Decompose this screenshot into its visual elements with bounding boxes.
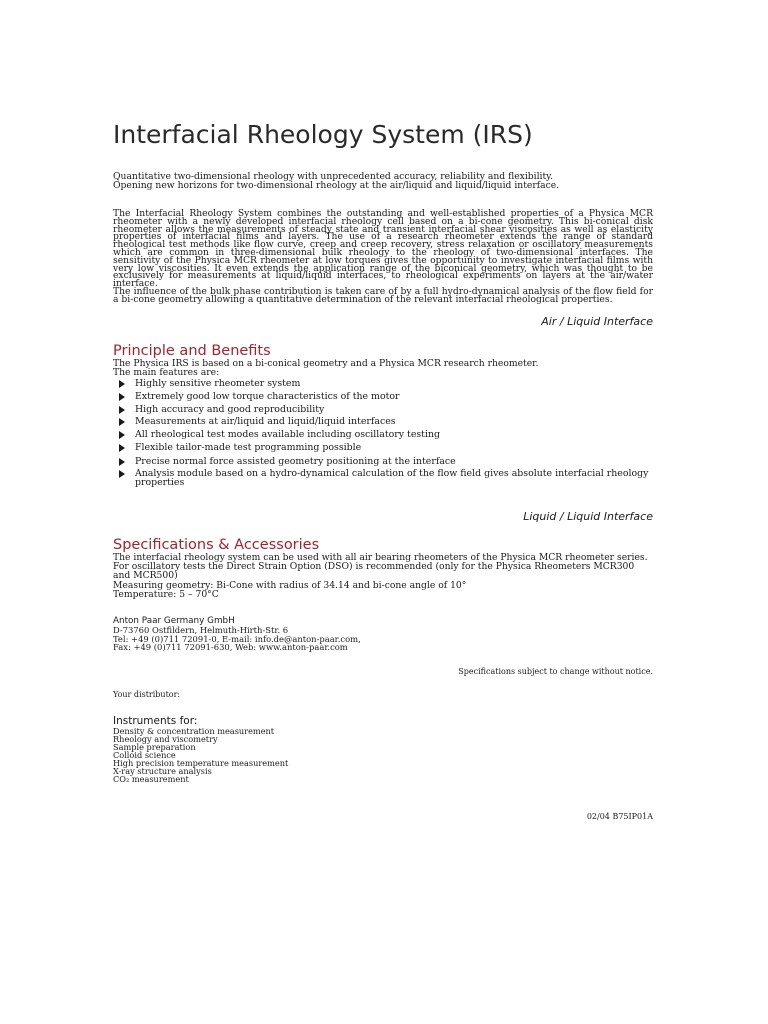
instrument-item: High precision temperature measurement <box>113 758 289 768</box>
instrument-item: X-ray structure analysis <box>113 766 212 776</box>
company-address <box>113 617 513 652</box>
instrument-item: Rheology and viscometry <box>113 734 218 744</box>
spec-line: The interfacial rheology system can be used with all air bearing rheometers of the Physica MCR rheometer series. <box>113 552 648 563</box>
feature-item <box>113 405 653 415</box>
address-street: D-73760 Ostfildern, Helmuth-Hirth-Str. 6 <box>113 624 289 635</box>
instrument-item: CO₂ measurement <box>113 774 189 784</box>
feature-item <box>113 443 653 453</box>
triangle-bullet-icon <box>119 458 125 466</box>
feature-text: Measurements at air/liquid and liquid/liquid interfaces <box>135 416 396 428</box>
principle-heading: Principle and Benefits <box>113 343 271 359</box>
intro-line: Opening new horizons for two-dimensional rheology at the air/liquid and liquid/liquid interface. <box>113 180 560 192</box>
feature-text: Precise normal force assisted geometry positioning at the interface <box>135 455 456 467</box>
distributor-label: Your distributor: <box>113 690 181 699</box>
company-name: Anton Paar Germany GmbH <box>113 616 235 626</box>
description-text <box>113 210 653 304</box>
instrument-item: Density & concentration measurement <box>113 726 275 736</box>
triangle-bullet-icon <box>119 418 125 426</box>
triangle-bullet-icon <box>119 444 125 452</box>
feature-item <box>113 430 653 440</box>
feature-text: Highly sensitive rheometer system <box>135 378 301 389</box>
feature-text: Analysis module based on a hydro-dynamical calculation of the flow field gives absolute interfacial rheology properties <box>135 468 649 489</box>
feature-text: Flexible tailor-made test programming possible <box>135 441 362 453</box>
feature-item <box>113 379 653 389</box>
intro-text <box>113 172 653 191</box>
caption-air-liquid: Air / Liquid Interface <box>541 315 653 328</box>
feature-item <box>113 469 653 487</box>
specifications-heading: Specifications & Accessories <box>113 537 320 553</box>
spec-line: Measuring geometry: Bi-Cone with radius of 34.14 and bi-cone angle of 10° <box>113 579 467 591</box>
feature-text: High accuracy and good reproducibility <box>135 403 325 415</box>
spec-line: For oscillatory tests the Direct Strain Option (DSO) is recommended (only for the Physica Rheometers MCR300 and MCR500) <box>113 561 635 582</box>
body-paragraph: The Interfacial Rheology System combines the outstanding and well-established properties of a Physica MCR rheometer with a newly developed interfacial rheology cell based on a bi-cone geometry. This bi-conical disk rheometer allows the measurements of steady state and transient interfacial shear viscosities as well as elasticity properties of interfacial films and layers. The use of a research rheometer extends the range of standard rheological test methods like flow curve, creep and creep recovery, stress relaxation or oscillatory measurements which are common in three-dimensional bulk rheology to the rheology of two-dimensional interfaces. The sensitivity of the Physica MCR rheometer at low torques gives the opportunity to investigate interfacial films with very low viscosities. It even extends the application range of the biconical geometry, which was thought to be exclusively for measurements at liquid/liquid interfaces, to rheological experiments on layers at the air/water interface. <box>113 208 653 290</box>
triangle-bullet-icon <box>119 431 125 439</box>
document-page <box>113 0 653 1024</box>
principle-intro-line: The main features are: <box>113 367 220 379</box>
feature-item <box>113 392 653 402</box>
instruments-list <box>113 716 313 783</box>
page-title: Interfacial Rheology System (IRS) <box>113 120 533 149</box>
specifications-text <box>113 553 653 599</box>
triangle-bullet-icon <box>119 406 125 414</box>
body-paragraph: The influence of the bulk phase contribution is taken care of by a full hydro-dynamical analysis of the flow field for a bi-cone geometry allowing a quantitative determination of the relevant interfacial rheological properties. <box>113 285 653 305</box>
address-phone: Tel: +49 (0)711 72091-0, E-mail: info.de@anton-paar.com, <box>113 633 361 644</box>
principle-intro-line: The Physica IRS is based on a bi-conical geometry and a Physica MCR research rheometer. <box>113 358 539 369</box>
instrument-item: Colloid science <box>113 750 176 760</box>
spec-line: Temperature: 5 – 70°C <box>113 588 219 600</box>
feature-item <box>113 417 653 427</box>
change-notice: Specifications subject to change without notice. <box>458 667 653 676</box>
feature-text: All rheological test modes available including oscillatory testing <box>135 429 440 441</box>
address-fax: Fax: +49 (0)711 72091-630, Web: www.anton-paar.com <box>113 642 348 653</box>
feature-item <box>113 457 653 467</box>
instrument-item: Sample preparation <box>113 742 196 752</box>
intro-line: Quantitative two-dimensional rheology with unprecedented accuracy, reliability and flexibility. <box>113 171 554 182</box>
principle-intro <box>113 359 653 378</box>
document-code: 02/04 B75IP01A <box>586 812 653 821</box>
triangle-bullet-icon <box>119 470 125 478</box>
instruments-heading: Instruments for: <box>113 715 198 727</box>
instruments-items <box>113 727 313 783</box>
caption-liquid-liquid: Liquid / Liquid Interface <box>523 510 653 523</box>
feature-text: Extremely good low torque characteristics of the motor <box>135 390 400 402</box>
triangle-bullet-icon <box>119 380 125 388</box>
triangle-bullet-icon <box>119 393 125 401</box>
feature-list <box>113 379 653 490</box>
